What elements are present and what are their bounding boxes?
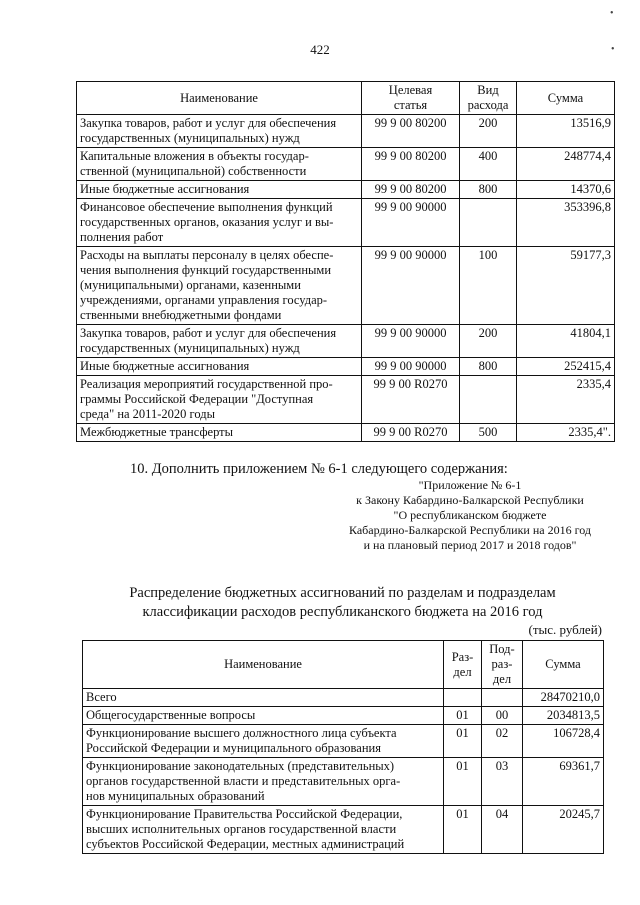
table-row: [77, 325, 615, 358]
sum-cell: 2034813,5: [523, 707, 604, 725]
subsection-cell: 02: [482, 725, 523, 758]
target-article-cell: 99 9 00 80200: [362, 115, 460, 148]
table-row: [77, 376, 615, 424]
row-name: Функционирование Правительства Российской Федерации, высших исполнительных органов государственной власти субъектов Российской Федерации, местных администраций: [83, 806, 444, 854]
sum-cell: 13516,9: [517, 115, 615, 148]
target-article-cell: 99 9 00 90000: [362, 325, 460, 358]
table-body: [77, 115, 615, 442]
section-cell: 01: [444, 758, 482, 806]
sum-cell: 248774,4: [517, 148, 615, 181]
section-cell: 01: [444, 725, 482, 758]
target-article-cell: 99 9 00 R0270: [362, 376, 460, 424]
target-article-cell: 99 9 00 90000: [362, 199, 460, 247]
header-sum: Сумма: [523, 641, 604, 689]
row-name: Иные бюджетные ассигнования: [77, 358, 362, 376]
expense-type-cell: 800: [460, 181, 517, 199]
table-row: [77, 358, 615, 376]
section-cell: [444, 689, 482, 707]
header-target-article: Целевая статья: [362, 82, 460, 115]
row-name: Иные бюджетные ассигнования: [77, 181, 362, 199]
sum-cell: 2335,4".: [517, 424, 615, 442]
sum-cell: 106728,4: [523, 725, 604, 758]
table-header-row: [77, 82, 615, 115]
table-row: [77, 148, 615, 181]
row-name: Капитальные вложения в объекты государ- ственной (муниципальной) собственности: [77, 148, 362, 181]
target-article-cell: 99 9 00 90000: [362, 247, 460, 325]
row-name: Расходы на выплаты персоналу в целях обеспе- чения выполнения функций государственными (муниципальными) органами, казенными учреждениями, органами управления государ- ственными внебюджетными фондами: [77, 247, 362, 325]
subsection-cell: 00: [482, 707, 523, 725]
expense-type-cell: [460, 376, 517, 424]
scan-speck: •: [610, 8, 614, 19]
table-row: [77, 424, 615, 442]
table-header-row: [83, 641, 604, 689]
table-row: [83, 707, 604, 725]
sum-cell: 14370,6: [517, 181, 615, 199]
table-row: [77, 247, 615, 325]
expense-type-cell: 400: [460, 148, 517, 181]
row-name: Функционирование высшего должностного лица субъекта Российской Федерации и муниципального образования: [83, 725, 444, 758]
table-row: [83, 758, 604, 806]
header-name: Наименование: [77, 82, 362, 115]
header-subsection: Под- раз- дел: [482, 641, 523, 689]
sum-cell: 28470210,0: [523, 689, 604, 707]
table-row: [83, 725, 604, 758]
header-expense-type: Вид расхода: [460, 82, 517, 115]
row-name: Реализация мероприятий государственной про- граммы Российской Федерации "Доступная среда" на 2011-2020 годы: [77, 376, 362, 424]
scan-speck: •: [611, 44, 615, 55]
sum-cell: 353396,8: [517, 199, 615, 247]
row-name: Финансовое обеспечение выполнения функций государственных органов, оказания услуг и вы- полнения работ: [77, 199, 362, 247]
row-name: Общегосударственные вопросы: [83, 707, 444, 725]
sum-cell: 41804,1: [517, 325, 615, 358]
header-sum: Сумма: [517, 82, 615, 115]
section-cell: 01: [444, 707, 482, 725]
table-body: [83, 689, 604, 854]
row-name: Всего: [83, 689, 444, 707]
expense-type-cell: 500: [460, 424, 517, 442]
row-name: Закупка товаров, работ и услуг для обеспечения государственных (муниципальных) нужд: [77, 115, 362, 148]
row-name: Межбюджетные трансферты: [77, 424, 362, 442]
addition-heading: 10. Дополнить приложением № 6-1 следующего содержания:: [130, 461, 508, 477]
row-name: Закупка товаров, работ и услуг для обеспечения государственных (муниципальных) нужд: [77, 325, 362, 358]
expense-type-cell: 100: [460, 247, 517, 325]
distribution-table: [82, 640, 604, 854]
table-row: [83, 689, 604, 707]
appendix-header: "Приложение № 6-1 к Закону Кабардино-Балкарской Республики "О республиканском бюджете Кабардино-Балкарской Республики на 2016 год и на плановый период 2017 и 2018 годов": [349, 478, 591, 552]
sum-cell: 59177,3: [517, 247, 615, 325]
expense-type-cell: [460, 199, 517, 247]
expense-type-cell: 800: [460, 358, 517, 376]
sum-cell: 2335,4: [517, 376, 615, 424]
units-label: (тыс. рублей): [528, 622, 602, 637]
expense-type-cell: 200: [460, 325, 517, 358]
sum-cell: 20245,7: [523, 806, 604, 854]
header-name: Наименование: [83, 641, 444, 689]
section-cell: 01: [444, 806, 482, 854]
sum-cell: 69361,7: [523, 758, 604, 806]
header-section: Раз- дел: [444, 641, 482, 689]
target-article-cell: 99 9 00 90000: [362, 358, 460, 376]
page-number: 422: [310, 42, 330, 57]
subsection-cell: [482, 689, 523, 707]
table-row: [77, 115, 615, 148]
distribution-title: Распределение бюджетных ассигнований по разделам и подразделам классификации расходов республиканского бюджета на 2016 год: [129, 585, 556, 620]
subsection-cell: 03: [482, 758, 523, 806]
expense-type-cell: 200: [460, 115, 517, 148]
expenditures-table: [76, 81, 615, 442]
table-row: [83, 806, 604, 854]
target-article-cell: 99 9 00 80200: [362, 148, 460, 181]
target-article-cell: 99 9 00 R0270: [362, 424, 460, 442]
sum-cell: 252415,4: [517, 358, 615, 376]
table-row: [77, 199, 615, 247]
target-article-cell: 99 9 00 80200: [362, 181, 460, 199]
table-row: [77, 181, 615, 199]
subsection-cell: 04: [482, 806, 523, 854]
row-name: Функционирование законодательных (представительных) органов государственной власти и представительных орга- нов муниципальных образований: [83, 758, 444, 806]
